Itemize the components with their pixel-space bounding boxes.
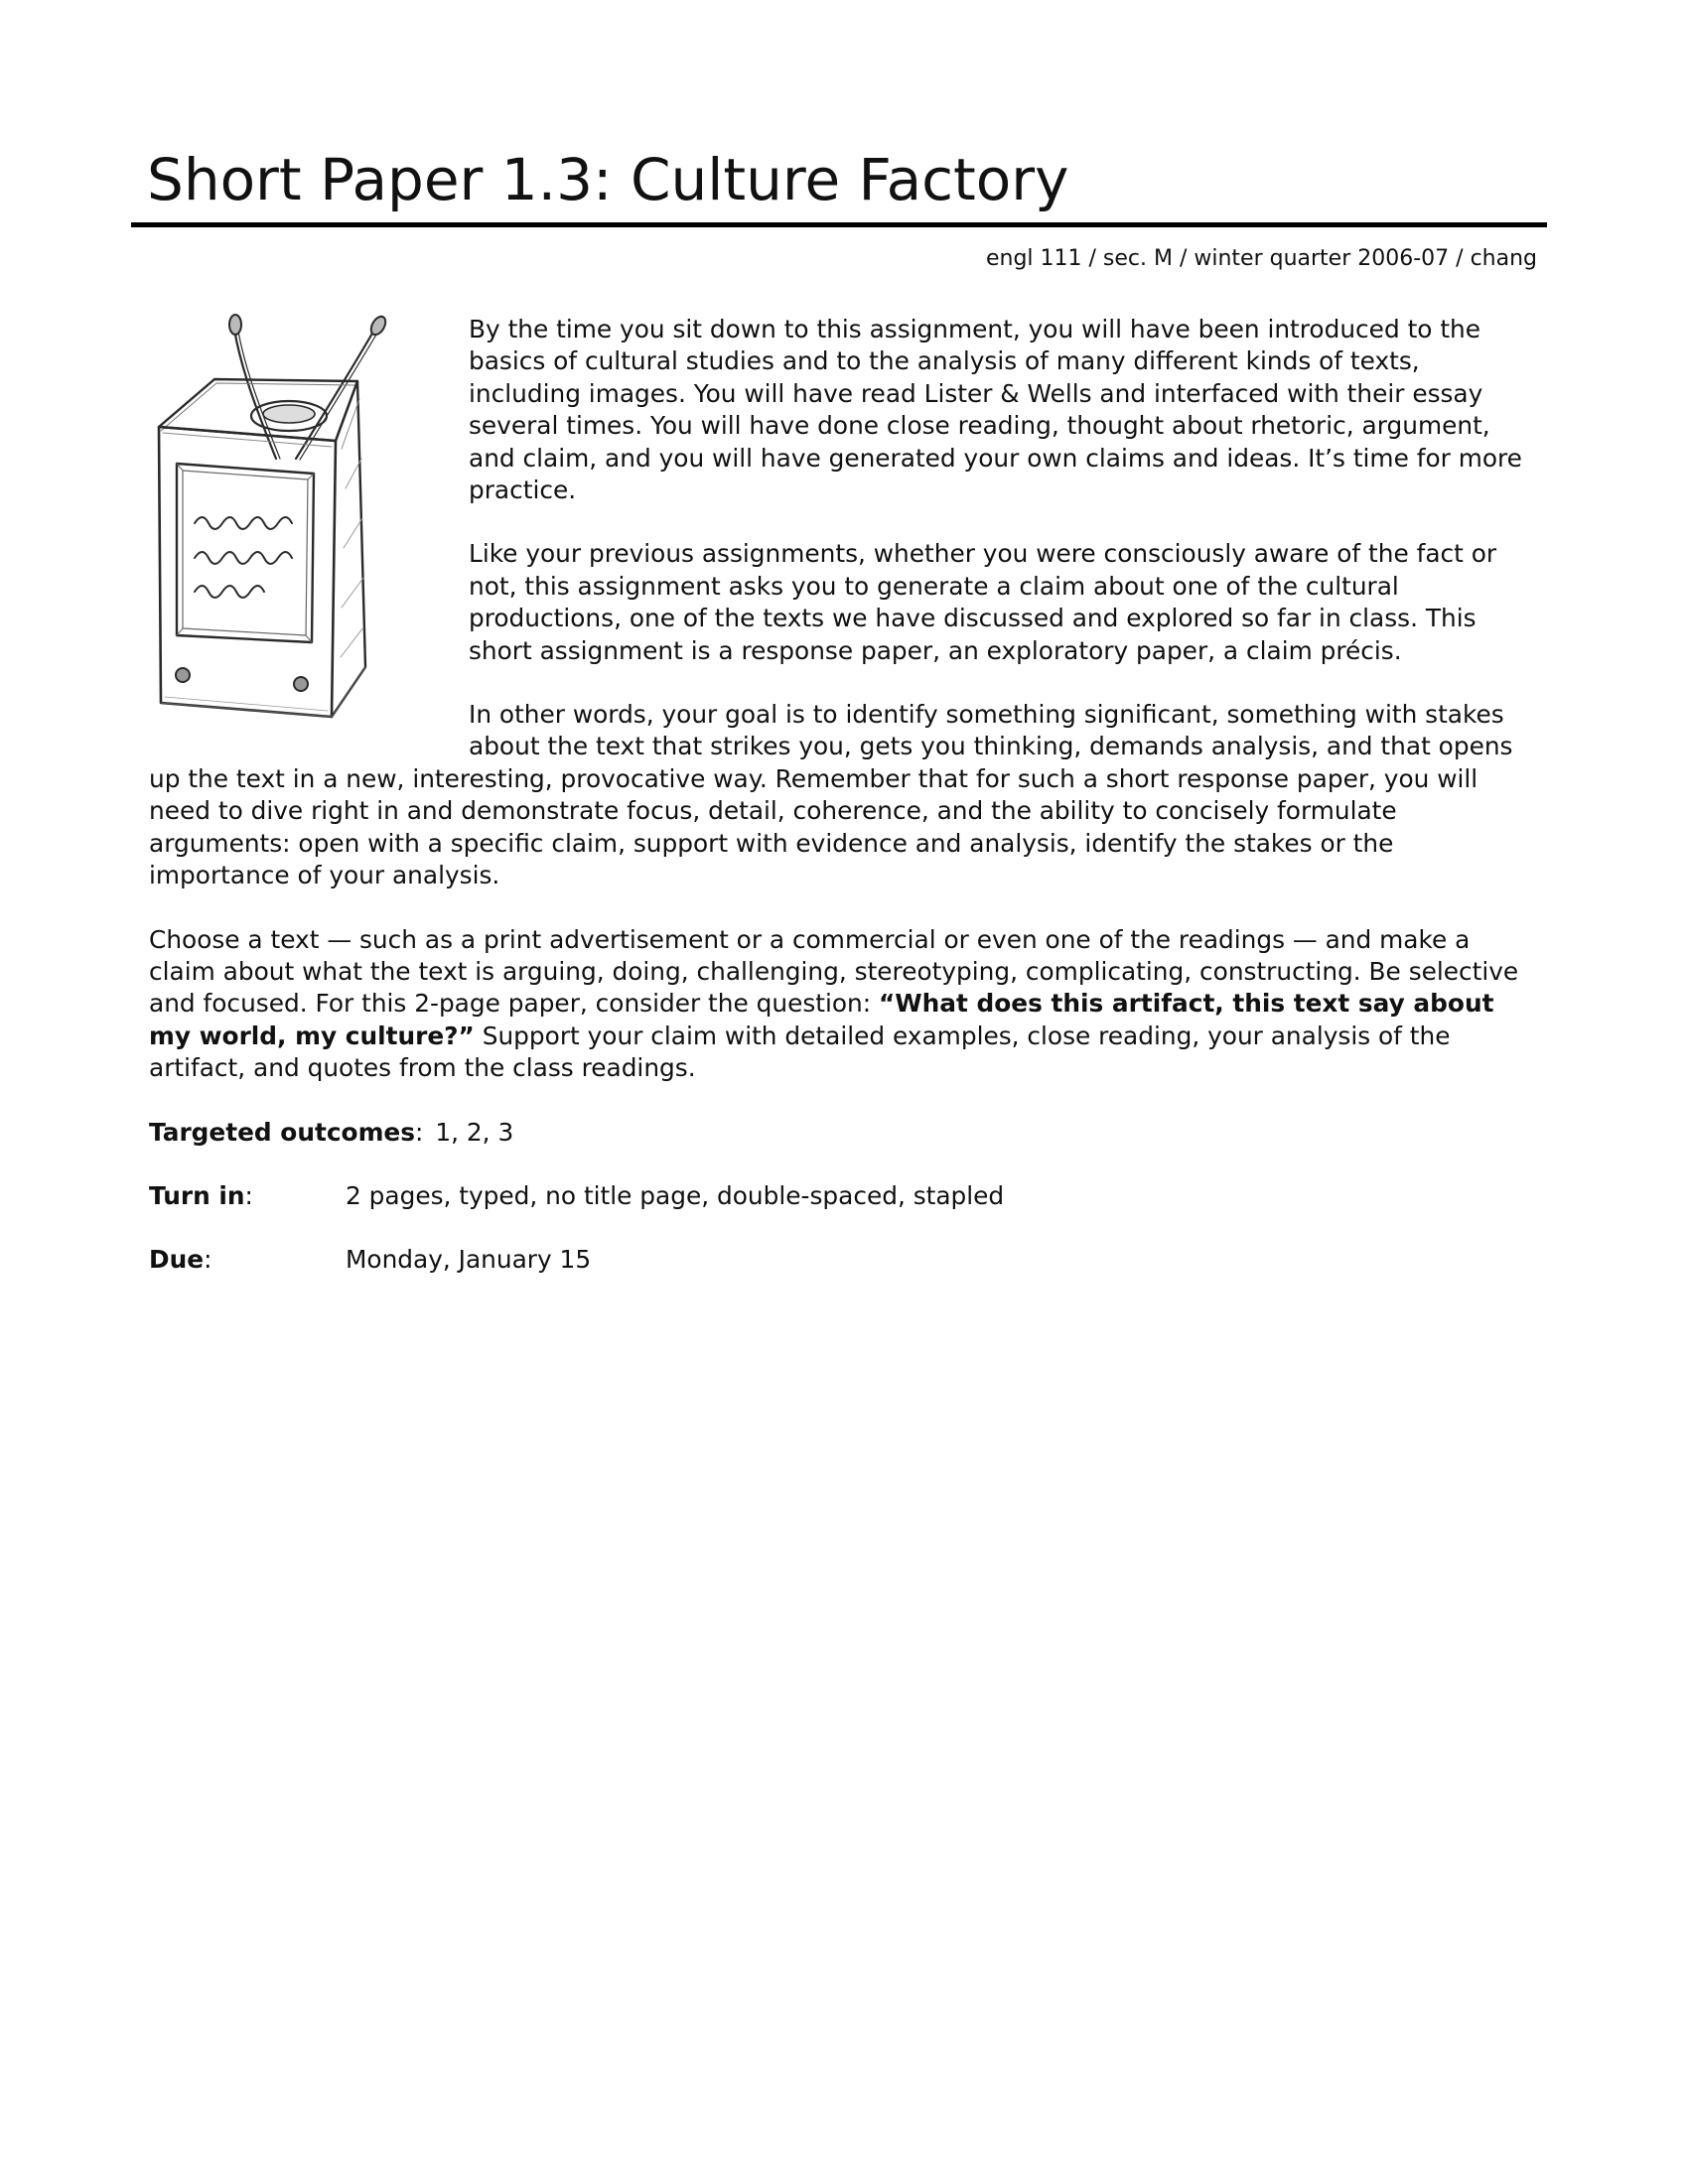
label-colon: :: [244, 1180, 253, 1210]
instructions-text-end: Support your claim with detailed examples, close reading, your analysis of the artifact, and quotes from the class readings.: [149, 1021, 1451, 1083]
guiding-question: “What does this artifact, this text say about my world, my culture?”: [149, 989, 1494, 1050]
turn-in-value: 2 pages, typed, no title page, double-spaced, stapled: [346, 1180, 1005, 1210]
turn-in-label-text: Turn in: [149, 1180, 245, 1210]
turn-in-label: [149, 1180, 346, 1212]
due-row: [149, 1244, 1539, 1276]
course-info: engl 111 / sec. M / winter quarter 2006-07 / chang: [985, 246, 1537, 271]
targeted-outcomes-row: [149, 1117, 1539, 1149]
page-title: Short Paper 1.3: Culture Factory: [147, 146, 1069, 213]
goal-paragraph: In other words, your goal is to identify something significant, something with stakes about the text that strikes you, gets you thinking, demands analysis, and that opens up the text in a new, interesting, provocative way. Remember that for such a short response paper, you will need to dive right in and demonstrate focus, detail, coherence, and the ability to concisely formulate arguments: open with a specific claim, support with evidence and analysis, identify the stakes or the importance of your analysis.: [149, 700, 1513, 890]
instructions-paragraph: [149, 924, 1539, 1085]
intro-paragraph: By the time you sit down to this assignment, you will have been introduced to the basics of cultural studies and to the analysis of many different kinds of texts, including images. You will have read Lister & Wells and interfaced with their essay several times. You will have done close reading, thought about rhetoric, argument, and claim, and you will have generated your own claims and ideas. It’s time for more practice.: [469, 315, 1522, 505]
instructions-text: Choose a text — such as a print advertisement or a commercial or even one of the readings — and make a claim about what the text is arguing, doing, challenging, stereotyping, complicating, constructing. Be selective and focused. For this 2-page paper, consider the question:: [149, 924, 1519, 1019]
targeted-outcomes-label-text: Targeted outcomes: [149, 1117, 415, 1147]
label-colon: :: [204, 1245, 212, 1275]
turn-in-row: [149, 1180, 1539, 1212]
due-label-text: Due: [149, 1245, 205, 1275]
assignment-body: [149, 314, 1539, 1308]
label-colon: :: [415, 1117, 424, 1147]
targeted-outcomes-label: [149, 1117, 423, 1149]
title-rule: [131, 222, 1547, 227]
due-value: Monday, January 15: [346, 1245, 592, 1275]
illustration-space: [149, 314, 469, 741]
due-label: [149, 1244, 346, 1276]
targeted-outcomes-value: 1, 2, 3: [435, 1117, 514, 1147]
claim-paragraph: Like your previous assignments, whether you were consciously aware of the fact or not, this assignment asks you to generate a claim about one of the cultural productions, one of the texts we have discussed and explored so far in class. This short assignment is a response paper, an exploratory paper, a claim précis.: [469, 539, 1497, 665]
